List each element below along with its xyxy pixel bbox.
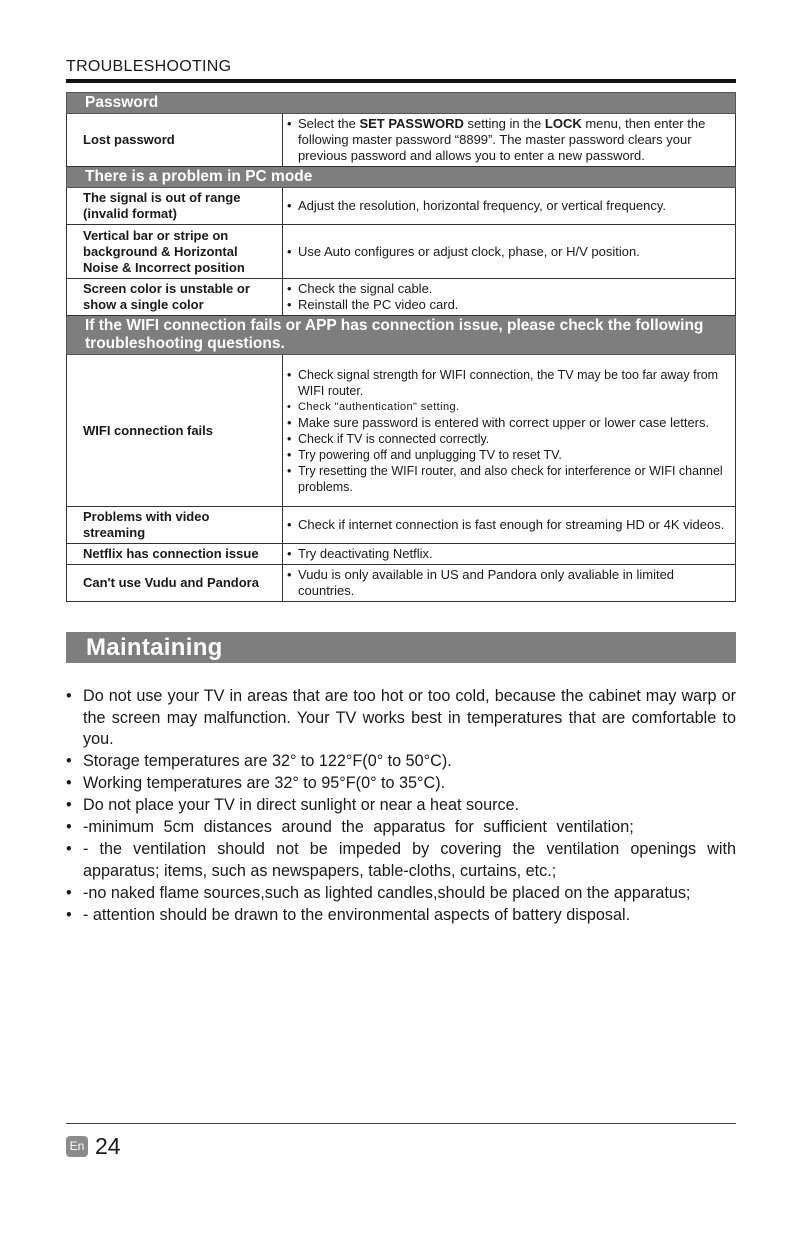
solution-item: • Check "authentication" setting. bbox=[287, 399, 727, 415]
solution-cell bbox=[283, 279, 736, 316]
troubleshooting-table bbox=[66, 92, 736, 602]
section-title-pc-mode: There is a problem in PC mode bbox=[67, 167, 736, 188]
solution-cell bbox=[283, 507, 736, 544]
list-item: • -minimum 5cm distances around the apparatus for sufficient ventilation; bbox=[66, 817, 736, 839]
solution-item: • Try deactivating Netflix. bbox=[287, 546, 727, 562]
maintaining-title: Maintaining bbox=[86, 634, 223, 661]
language-badge: En bbox=[66, 1136, 88, 1157]
solution-cell bbox=[283, 544, 736, 565]
solution-text: Select the bbox=[298, 116, 360, 131]
header-divider bbox=[66, 79, 736, 83]
solution-item: • Adjust the resolution, horizontal frequency, or vertical frequency. bbox=[287, 198, 727, 214]
list-item: • Do not use your TV in areas that are too hot or too cold, because the cabinet may warp or the screen may malfunction. Your TV works best in temperatures that are comfortable to you. bbox=[66, 686, 736, 751]
solution-cell bbox=[283, 225, 736, 279]
table-row bbox=[67, 565, 736, 602]
set-password-label: SET PASSWORD bbox=[359, 116, 464, 131]
problem-cell: Vertical bar or stripe on background & Horizontal Noise & Incorrect position bbox=[67, 225, 283, 279]
section-header-row bbox=[67, 167, 736, 188]
solution-item: • Try resetting the WIFI router, and also check for interference or WIFI channel problems. bbox=[287, 463, 727, 495]
solution-cell bbox=[283, 565, 736, 602]
solution-item: • Check if internet connection is fast enough for streaming HD or 4K videos. bbox=[287, 517, 727, 533]
solution-cell bbox=[283, 355, 736, 507]
solution-cell bbox=[283, 114, 736, 167]
solution-item: • Check signal strength for WIFI connection, the TV may be too far away from WIFI router. bbox=[287, 367, 727, 399]
problem-cell: Lost password bbox=[67, 114, 283, 167]
problem-cell: Screen color is unstable or show a single color bbox=[67, 279, 283, 316]
list-item: • -no naked flame sources,such as lighted candles,should be placed on the apparatus; bbox=[66, 883, 736, 905]
solution-text: setting in the bbox=[463, 116, 545, 131]
list-item: • Working temperatures are 32° to 95°F(0° to 35°C). bbox=[66, 773, 736, 795]
maintaining-section-bar bbox=[66, 632, 736, 663]
solution-item: • Use Auto configures or adjust clock, phase, or H/V position. bbox=[287, 244, 727, 260]
list-item: • Do not place your TV in direct sunlight or near a heat source. bbox=[66, 795, 736, 817]
problem-cell: WIFI connection fails bbox=[67, 355, 283, 507]
section-header-row bbox=[67, 93, 736, 114]
solution-item bbox=[287, 116, 727, 164]
list-item: • - the ventilation should not be impeded by covering the ventilation openings with apparatus; items, such as newspapers, table-cloths, curtains, etc.; bbox=[66, 839, 736, 882]
list-item: • - attention should be drawn to the environmental aspects of battery disposal. bbox=[66, 905, 736, 927]
page-section-title: TROUBLESHOOTING bbox=[66, 58, 232, 75]
table-row bbox=[67, 355, 736, 507]
solution-item: • Reinstall the PC video card. bbox=[287, 297, 727, 313]
section-title-wifi: If the WIFI connection fails or APP has connection issue, please check the following troubleshooting questions. bbox=[67, 316, 736, 355]
problem-cell: The signal is out of range (invalid format) bbox=[67, 188, 283, 225]
table-row bbox=[67, 114, 736, 167]
solution-item: • Try powering off and unplugging TV to reset TV. bbox=[287, 447, 727, 463]
solution-item: • Vudu is only available in US and Pandora only avaliable in limited countries. bbox=[287, 567, 727, 599]
solution-text: menu, then enter the following master password “8899”. The master password clears your previous password and allows you to enter a new password. bbox=[298, 116, 706, 163]
section-title-password: Password bbox=[67, 93, 736, 114]
page-number: 24 bbox=[95, 1133, 121, 1159]
table-row bbox=[67, 279, 736, 316]
solution-item: • Check the signal cable. bbox=[287, 281, 727, 297]
solution-item: • Make sure password is entered with correct upper or lower case letters. bbox=[287, 415, 727, 431]
maintaining-list bbox=[66, 686, 736, 927]
problem-cell: Problems with video streaming bbox=[67, 507, 283, 544]
table-row bbox=[67, 188, 736, 225]
table-row bbox=[67, 544, 736, 565]
footer-divider bbox=[66, 1123, 736, 1124]
solution-cell bbox=[283, 188, 736, 225]
problem-cell: Can't use Vudu and Pandora bbox=[67, 565, 283, 602]
list-item: • Storage temperatures are 32° to 122°F(0° to 50°C). bbox=[66, 751, 736, 773]
section-header-row bbox=[67, 316, 736, 355]
lock-menu-label: LOCK bbox=[544, 116, 582, 131]
table-row bbox=[67, 225, 736, 279]
solution-item: • Check if TV is connected correctly. bbox=[287, 431, 727, 447]
table-row bbox=[67, 507, 736, 544]
problem-cell: Netflix has connection issue bbox=[67, 544, 283, 565]
